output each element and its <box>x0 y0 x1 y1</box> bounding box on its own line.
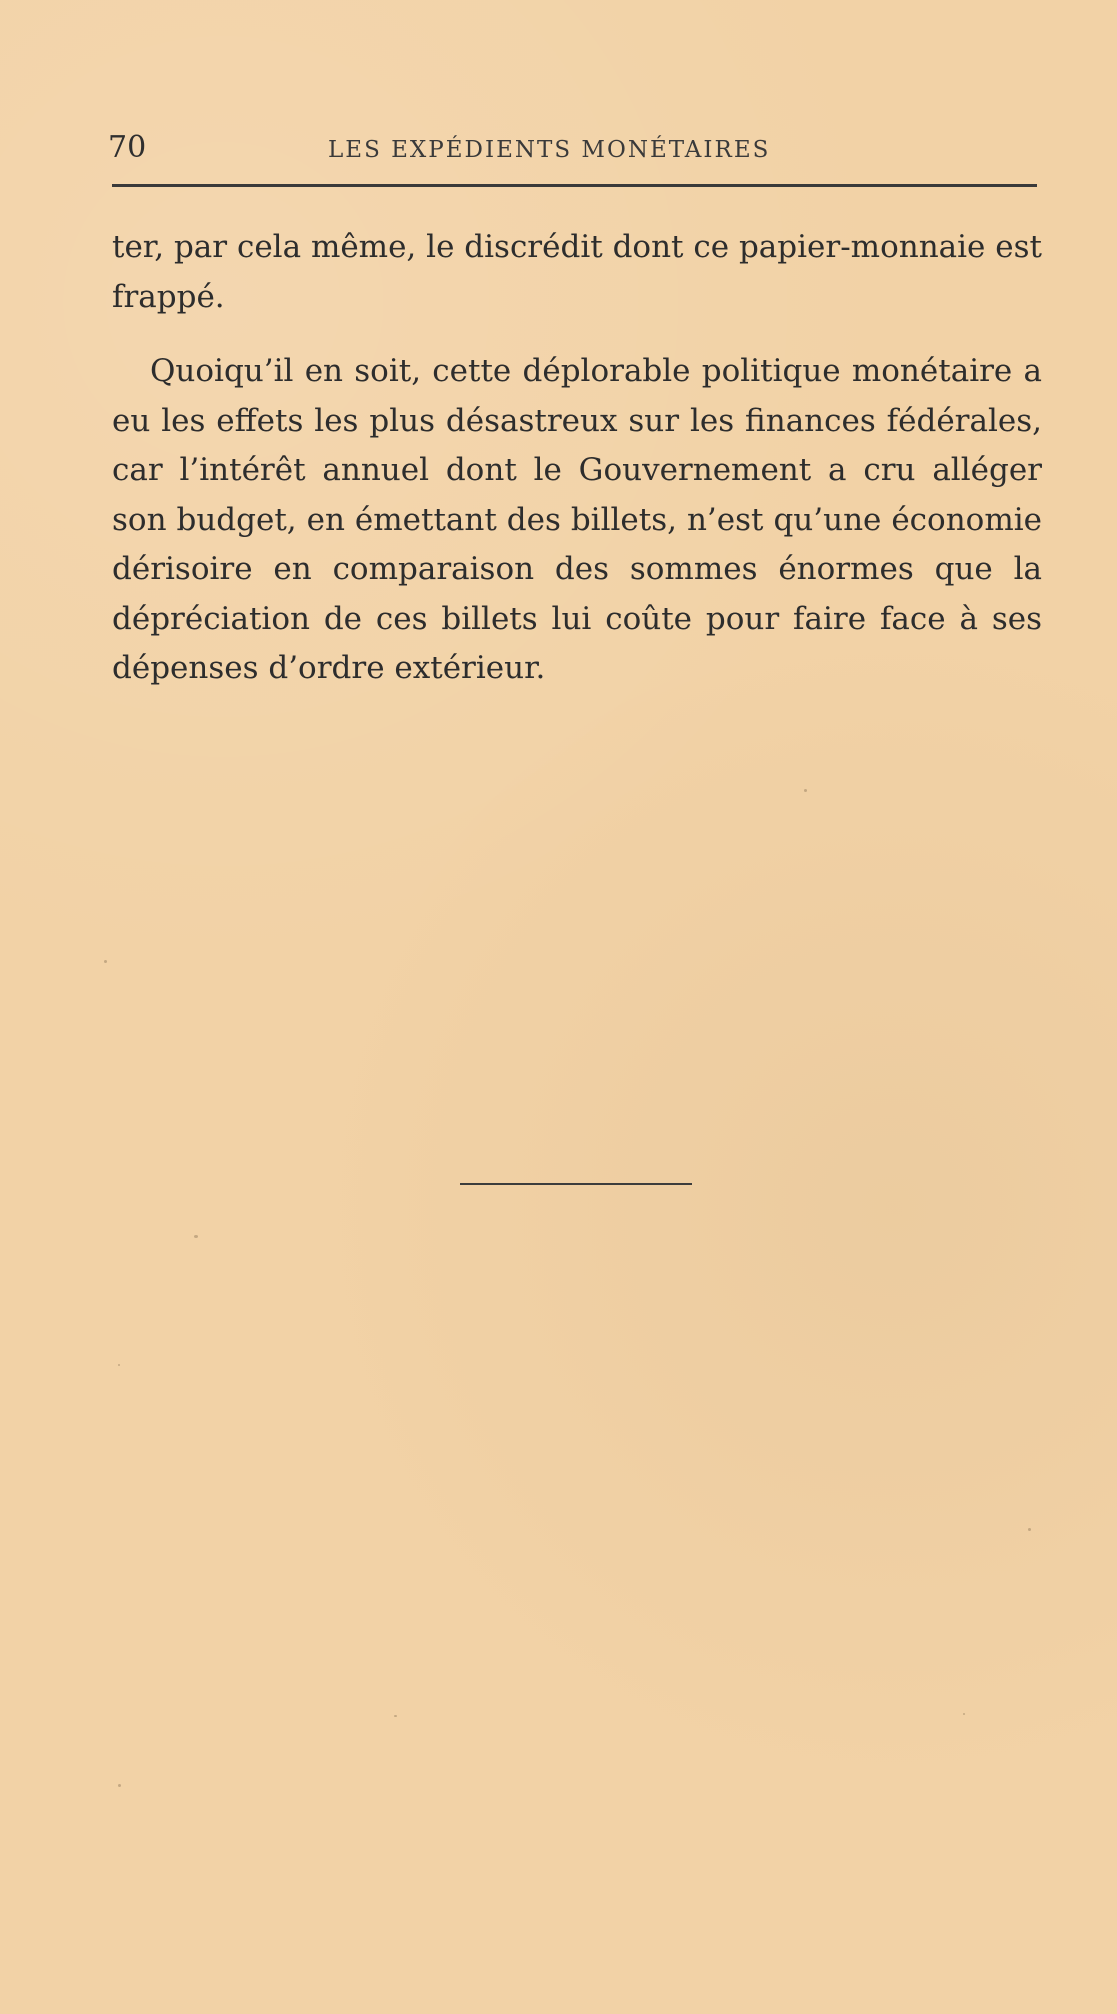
body-text <box>112 223 1042 694</box>
paper-speck <box>804 789 807 792</box>
paragraph-main: Quoiqu’il en soit, cette déplorable politique monétaire a eu les effets les plus désastreux sur les finances fédérales, car l’intérêt annuel dont le Gouvernement a cru alléger son budget, en émettant des billets, n’est qu’une économie dérisoire en comparaison des sommes énormes que la dépréciation de ces billets lui coûte pour faire face à ses dépenses d’ordre extérieur. <box>112 353 1042 686</box>
section-end-rule <box>460 1183 692 1185</box>
paper-speck <box>963 1713 965 1715</box>
paper-speck <box>104 960 107 963</box>
paper-speck <box>194 1235 198 1238</box>
page-number: 70 <box>108 130 147 165</box>
header-rule <box>112 184 1037 187</box>
paper-speck <box>394 1715 397 1717</box>
paper-speck <box>1028 1528 1031 1531</box>
paragraph-continuation: ter, par cela même, le discrédit dont ce papier-monnaie est frappé. <box>112 229 1042 315</box>
paper-speck <box>118 1364 120 1366</box>
running-head: LES EXPÉDIENTS MONÉTAIRES <box>328 137 771 163</box>
page-header <box>108 128 1038 168</box>
paper-speck <box>118 1784 121 1787</box>
